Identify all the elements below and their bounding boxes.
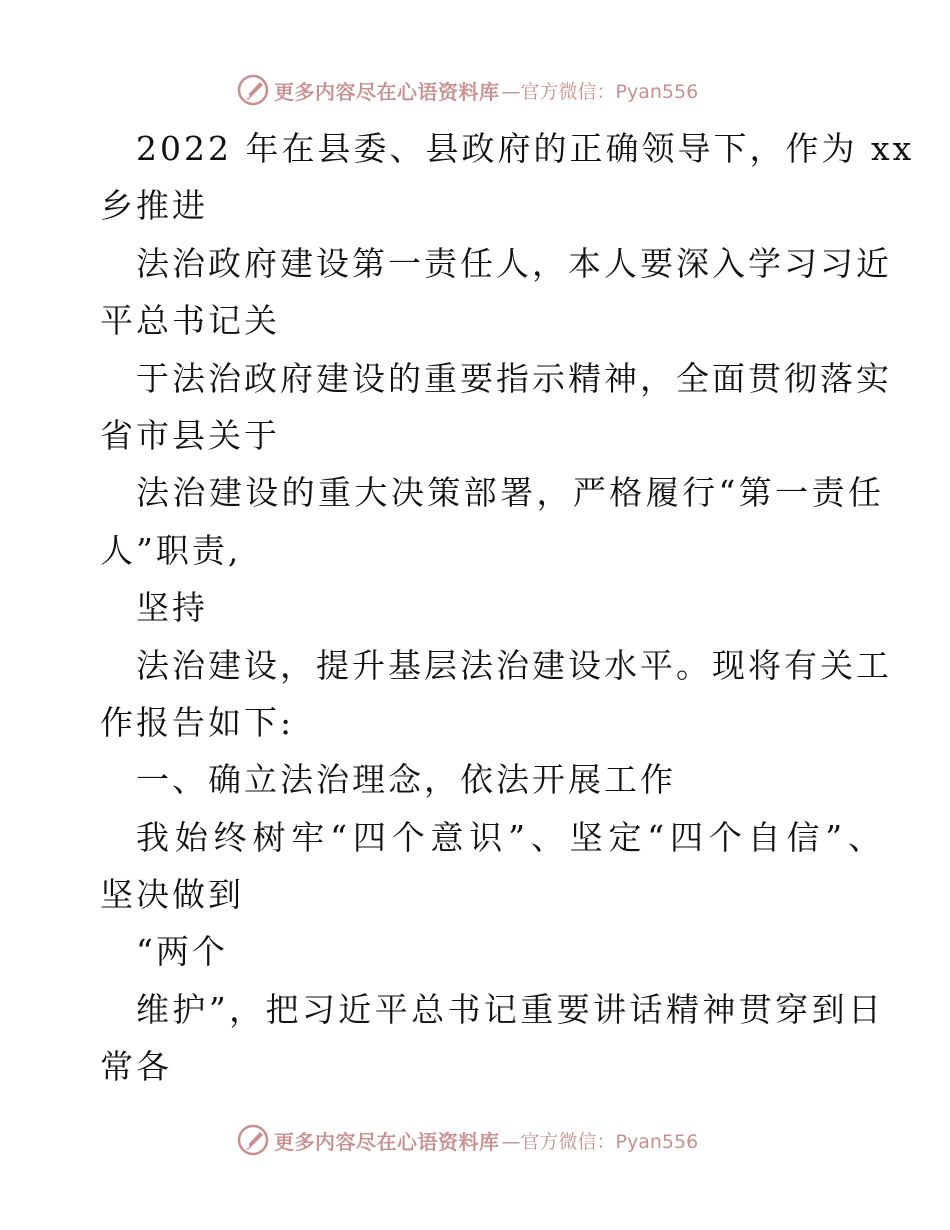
quill-logo-icon: [236, 1123, 270, 1157]
paragraph-line: 法治建设，提升基层法治建设水平。现将有关工: [136, 645, 892, 685]
footer-watermark-banner: [236, 1122, 698, 1158]
watermark-sub-text: —官方微信：Pyan556: [501, 80, 699, 103]
watermark-main-text: 更多内容尽在心语资料库: [274, 79, 500, 104]
paragraph-line: 人”职责,: [100, 530, 242, 570]
header-watermark-banner: [236, 72, 698, 108]
paragraph-line: 法治政府建设第一责任人，本人要深入学习习近: [136, 243, 892, 283]
document-body: [100, 120, 915, 1096]
watermark-main-text: 更多内容尽在心语资料库: [274, 1129, 500, 1154]
paragraph-line: 常各: [100, 1047, 172, 1087]
paragraph-line: 平总书记关: [100, 301, 280, 341]
paragraph-line: 维护”，把习近平总书记重要讲话精神贯穿到日: [136, 989, 884, 1029]
paragraph-line: 法治建设的重大决策部署，严格履行“第一责任: [136, 473, 884, 513]
paragraph-line: 我始终树牢“四个意识”、坚定“四个自信”、: [136, 817, 884, 857]
watermark-sub-text: —官方微信：Pyan556: [501, 1130, 699, 1153]
quill-logo-icon: [236, 73, 270, 107]
section-heading: 一、确立法治理念，依法开展工作: [136, 760, 676, 800]
paragraph-line: 省市县关于: [100, 415, 280, 455]
paragraph-line: 作报告如下:: [100, 702, 295, 742]
paragraph-line: 坚持: [136, 588, 208, 628]
paragraph-line: “两个: [136, 932, 228, 972]
paragraph-line: 乡推进: [100, 186, 208, 226]
paragraph-line: 于法治政府建设的重要指示精神，全面贯彻落实: [136, 358, 892, 398]
paragraph-line: 坚决做到: [100, 875, 244, 915]
paragraph-line: 2022 年在县委、县政府的正确领导下，作为 xx: [136, 129, 915, 168]
